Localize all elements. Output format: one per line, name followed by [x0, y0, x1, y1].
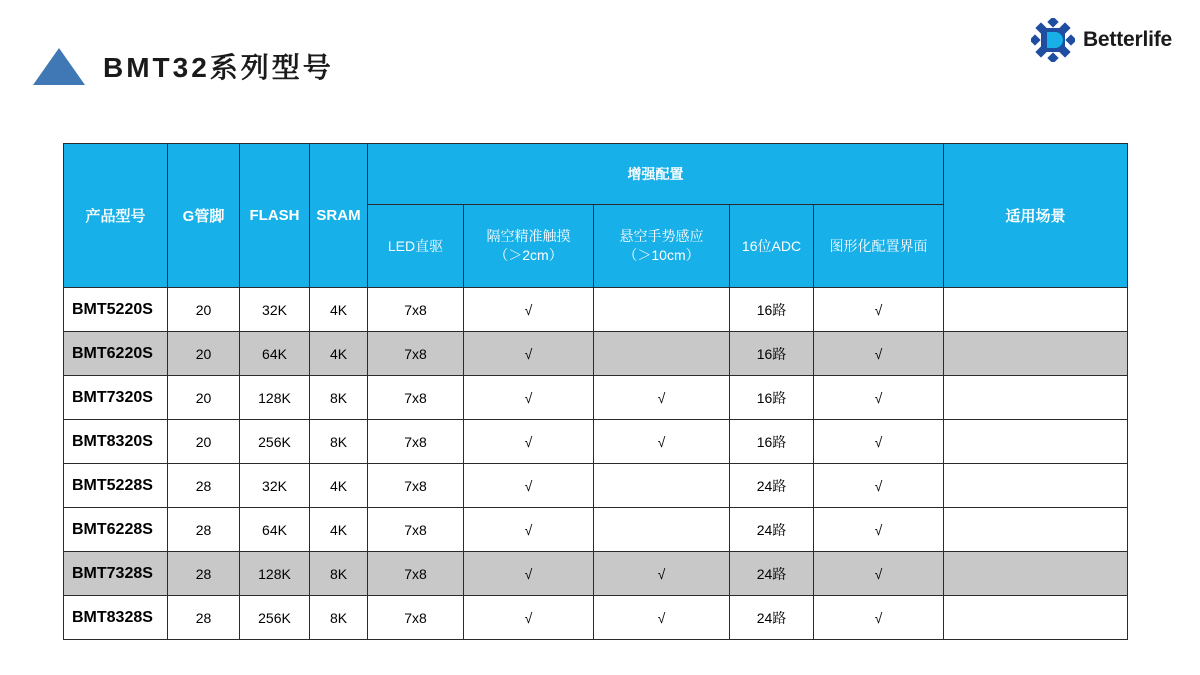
cell-touch: √ — [464, 332, 594, 376]
column-header-gesture — [594, 205, 730, 288]
cell-model: BMT5220S — [64, 288, 168, 332]
cell-sram: 4K — [310, 508, 368, 552]
cell-adc: 24路 — [730, 596, 814, 640]
cell-pins: 28 — [168, 508, 240, 552]
cell-pins: 20 — [168, 376, 240, 420]
column-header-touch-line2: （＞2cm） — [494, 247, 563, 263]
cell-sram: 4K — [310, 464, 368, 508]
cell-touch: √ — [464, 376, 594, 420]
cell-sram: 8K — [310, 420, 368, 464]
cell-flash: 256K — [240, 596, 310, 640]
cell-gui: √ — [814, 288, 944, 332]
cell-scene — [944, 420, 1128, 464]
cell-scene — [944, 288, 1128, 332]
cell-led: 7x8 — [368, 508, 464, 552]
betterlife-diamond-logo — [1031, 18, 1075, 62]
column-header-gesture-line2: （＞10cm） — [623, 247, 700, 263]
cell-pins: 20 — [168, 288, 240, 332]
column-header-gesture-line1: 悬空手势感应 — [619, 228, 704, 245]
column-header-model: 产品型号 — [64, 144, 168, 288]
cell-adc: 24路 — [730, 552, 814, 596]
cell-gui: √ — [814, 376, 944, 420]
column-header-flash: FLASH — [240, 144, 310, 288]
column-header-scene: 适用场景 — [944, 144, 1128, 288]
cell-model: BMT5228S — [64, 464, 168, 508]
column-header-led: LED直驱 — [368, 205, 464, 288]
cell-model: BMT8328S — [64, 596, 168, 640]
column-header-touch — [464, 205, 594, 288]
cell-scene — [944, 552, 1128, 596]
cell-adc: 16路 — [730, 288, 814, 332]
cell-led: 7x8 — [368, 420, 464, 464]
table-row — [64, 420, 1128, 464]
cell-gesture: √ — [594, 596, 730, 640]
cell-pins: 28 — [168, 464, 240, 508]
column-header-adc: 16位ADC — [730, 205, 814, 288]
cell-led: 7x8 — [368, 552, 464, 596]
cell-led: 7x8 — [368, 464, 464, 508]
product-spec-table — [63, 143, 1128, 640]
page-title: BMT32系列型号 — [103, 52, 334, 83]
column-header-pins: G管脚 — [168, 144, 240, 288]
cell-flash: 32K — [240, 464, 310, 508]
cell-scene — [944, 376, 1128, 420]
cell-flash: 64K — [240, 508, 310, 552]
cell-adc: 16路 — [730, 420, 814, 464]
cell-sram: 4K — [310, 332, 368, 376]
table-row — [64, 596, 1128, 640]
cell-flash: 256K — [240, 420, 310, 464]
cell-gesture — [594, 288, 730, 332]
cell-adc: 24路 — [730, 508, 814, 552]
column-header-touch-line1: 隔空精准触摸 — [486, 228, 571, 245]
cell-sram: 4K — [310, 288, 368, 332]
cell-gesture — [594, 508, 730, 552]
cell-model: BMT6228S — [64, 508, 168, 552]
cell-scene — [944, 464, 1128, 508]
cell-touch: √ — [464, 552, 594, 596]
cell-gui: √ — [814, 464, 944, 508]
cell-gui: √ — [814, 508, 944, 552]
cell-adc: 24路 — [730, 464, 814, 508]
triangle-bullet-icon — [33, 48, 85, 85]
cell-gui: √ — [814, 552, 944, 596]
table-row — [64, 288, 1128, 332]
spec-table-container — [63, 143, 1127, 640]
cell-gui: √ — [814, 420, 944, 464]
cell-sram: 8K — [310, 596, 368, 640]
cell-gesture: √ — [594, 376, 730, 420]
table-row — [64, 332, 1128, 376]
cell-model: BMT6220S — [64, 332, 168, 376]
cell-model: BMT7328S — [64, 552, 168, 596]
table-row — [64, 552, 1128, 596]
cell-touch: √ — [464, 508, 594, 552]
cell-sram: 8K — [310, 552, 368, 596]
cell-scene — [944, 332, 1128, 376]
cell-scene — [944, 596, 1128, 640]
cell-touch: √ — [464, 288, 594, 332]
cell-pins: 28 — [168, 552, 240, 596]
cell-flash: 128K — [240, 552, 310, 596]
cell-led: 7x8 — [368, 376, 464, 420]
cell-flash: 128K — [240, 376, 310, 420]
cell-pins: 20 — [168, 332, 240, 376]
column-header-sram: SRAM — [310, 144, 368, 288]
cell-pins: 28 — [168, 596, 240, 640]
table-body — [64, 288, 1128, 640]
cell-model: BMT7320S — [64, 376, 168, 420]
brand-name: Betterlife — [1082, 28, 1172, 51]
cell-pins: 20 — [168, 420, 240, 464]
cell-gui: √ — [814, 332, 944, 376]
column-header-gui: 图形化配置界面 — [814, 205, 944, 288]
cell-touch: √ — [464, 464, 594, 508]
table-header — [64, 144, 1128, 288]
cell-gesture: √ — [594, 420, 730, 464]
cell-sram: 8K — [310, 376, 368, 420]
table-row — [64, 464, 1128, 508]
cell-gesture: √ — [594, 552, 730, 596]
cell-adc: 16路 — [730, 376, 814, 420]
table-row — [64, 508, 1128, 552]
cell-gesture — [594, 332, 730, 376]
cell-flash: 32K — [240, 288, 310, 332]
cell-model: BMT8320S — [64, 420, 168, 464]
table-row — [64, 376, 1128, 420]
cell-gui: √ — [814, 596, 944, 640]
cell-adc: 16路 — [730, 332, 814, 376]
cell-touch: √ — [464, 596, 594, 640]
cell-led: 7x8 — [368, 596, 464, 640]
cell-touch: √ — [464, 420, 594, 464]
cell-led: 7x8 — [368, 288, 464, 332]
cell-led: 7x8 — [368, 332, 464, 376]
cell-gesture — [594, 464, 730, 508]
cell-flash: 64K — [240, 332, 310, 376]
brand-logo — [1031, 18, 1172, 62]
cell-scene — [944, 508, 1128, 552]
slide-header — [0, 0, 1200, 120]
column-header-group-enhanced: 增强配置 — [368, 144, 944, 205]
